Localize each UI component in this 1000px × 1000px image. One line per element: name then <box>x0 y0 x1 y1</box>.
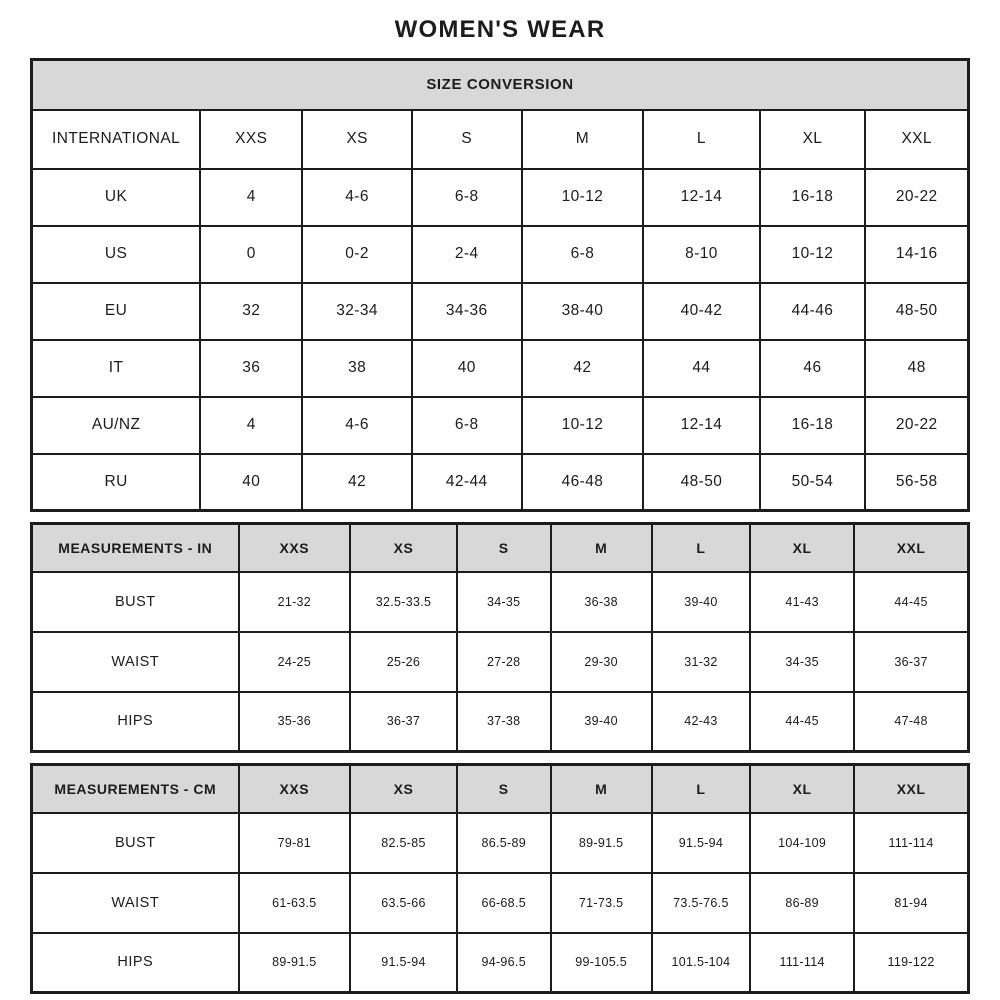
size-column-header: S <box>457 524 551 572</box>
size-value-cell: 8-10 <box>643 226 759 283</box>
page-title: WOMEN'S WEAR <box>394 16 606 43</box>
size-column-header: M <box>522 110 644 169</box>
size-value-cell: 44-45 <box>854 572 968 632</box>
table-row <box>32 340 969 397</box>
size-column-header: S <box>412 110 522 169</box>
size-column-header: L <box>652 765 750 813</box>
size-value-cell: 12-14 <box>643 397 759 454</box>
size-value-cell: 86-89 <box>750 873 854 933</box>
size-value-cell: 56-58 <box>865 454 968 511</box>
size-value-cell: 40-42 <box>643 283 759 340</box>
size-value-cell: 48-50 <box>865 283 968 340</box>
size-value-cell: 104-109 <box>750 813 854 873</box>
size-value-cell: 10-12 <box>522 169 644 226</box>
size-value-cell: 99-105.5 <box>551 933 652 993</box>
size-value-cell: 44-45 <box>750 692 854 752</box>
size-value-cell: 34-35 <box>750 632 854 692</box>
table-title-row <box>32 60 969 110</box>
size-value-cell: 21-32 <box>239 572 351 632</box>
header-label: INTERNATIONAL <box>32 110 201 169</box>
size-column-header: XS <box>350 524 457 572</box>
row-label: RU <box>32 454 201 511</box>
size-column-header: M <box>551 524 652 572</box>
size-value-cell: 31-32 <box>652 632 750 692</box>
size-value-cell: 40 <box>200 454 302 511</box>
size-value-cell: 34-35 <box>457 572 551 632</box>
size-value-cell: 42 <box>522 340 644 397</box>
size-value-cell: 61-63.5 <box>239 873 351 933</box>
size-value-cell: 10-12 <box>522 397 644 454</box>
size-column-header: M <box>551 765 652 813</box>
size-value-cell: 14-16 <box>865 226 968 283</box>
size-value-cell: 4-6 <box>302 169 412 226</box>
size-value-cell: 4 <box>200 397 302 454</box>
size-value-cell: 101.5-104 <box>652 933 750 993</box>
size-column-header: XXL <box>865 110 968 169</box>
row-label: WAIST <box>32 873 239 933</box>
size-value-cell: 0-2 <box>302 226 412 283</box>
size-value-cell: 94-96.5 <box>457 933 551 993</box>
size-value-cell: 91.5-94 <box>652 813 750 873</box>
size-value-cell: 111-114 <box>750 933 854 993</box>
size-value-cell: 46-48 <box>522 454 644 511</box>
size-value-cell: 4-6 <box>302 397 412 454</box>
size-column-header: S <box>457 765 551 813</box>
size-value-cell: 39-40 <box>652 572 750 632</box>
row-label: IT <box>32 340 201 397</box>
size-value-cell: 44-46 <box>760 283 866 340</box>
table-row <box>32 873 969 933</box>
size-value-cell: 32-34 <box>302 283 412 340</box>
size-value-cell: 91.5-94 <box>350 933 457 993</box>
table-row <box>32 632 969 692</box>
table-row <box>32 933 969 993</box>
row-label: HIPS <box>32 692 239 752</box>
size-value-cell: 4 <box>200 169 302 226</box>
size-value-cell: 42-43 <box>652 692 750 752</box>
size-value-cell: 29-30 <box>551 632 652 692</box>
row-label: US <box>32 226 201 283</box>
size-value-cell: 25-26 <box>350 632 457 692</box>
size-value-cell: 16-18 <box>760 397 866 454</box>
size-value-cell: 6-8 <box>412 169 522 226</box>
row-label: WAIST <box>32 632 239 692</box>
column-header-row <box>32 524 969 572</box>
size-value-cell: 6-8 <box>412 397 522 454</box>
row-label: BUST <box>32 572 239 632</box>
size-column-header: XXL <box>854 524 968 572</box>
size-value-cell: 86.5-89 <box>457 813 551 873</box>
size-value-cell: 2-4 <box>412 226 522 283</box>
size-value-cell: 47-48 <box>854 692 968 752</box>
size-column-header: XXS <box>239 524 351 572</box>
size-value-cell: 119-122 <box>854 933 968 993</box>
size-column-header: XL <box>750 765 854 813</box>
size-value-cell: 38 <box>302 340 412 397</box>
size-value-cell: 12-14 <box>643 169 759 226</box>
size-value-cell: 32 <box>200 283 302 340</box>
size-conversion-table <box>30 58 970 512</box>
size-value-cell: 20-22 <box>865 169 968 226</box>
size-value-cell: 42 <box>302 454 412 511</box>
size-value-cell: 39-40 <box>551 692 652 752</box>
table-row <box>32 813 969 873</box>
row-label: BUST <box>32 813 239 873</box>
size-value-cell: 82.5-85 <box>350 813 457 873</box>
size-value-cell: 37-38 <box>457 692 551 752</box>
row-label: EU <box>32 283 201 340</box>
header-label: MEASUREMENTS - CM <box>32 765 239 813</box>
size-value-cell: 63.5-66 <box>350 873 457 933</box>
size-column-header: XXS <box>200 110 302 169</box>
size-value-cell: 41-43 <box>750 572 854 632</box>
size-value-cell: 48 <box>865 340 968 397</box>
measurements-cm-table <box>30 763 970 994</box>
size-column-header: XXS <box>239 765 351 813</box>
size-value-cell: 73.5-76.5 <box>652 873 750 933</box>
size-value-cell: 38-40 <box>522 283 644 340</box>
table-row <box>32 454 969 511</box>
size-value-cell: 50-54 <box>760 454 866 511</box>
table-title: SIZE CONVERSION <box>32 60 969 110</box>
size-value-cell: 40 <box>412 340 522 397</box>
row-label: HIPS <box>32 933 239 993</box>
row-label: AU/NZ <box>32 397 201 454</box>
size-value-cell: 34-36 <box>412 283 522 340</box>
size-column-header: XXL <box>854 765 968 813</box>
size-value-cell: 20-22 <box>865 397 968 454</box>
size-value-cell: 24-25 <box>239 632 351 692</box>
size-value-cell: 35-36 <box>239 692 351 752</box>
size-column-header: XS <box>350 765 457 813</box>
measurements-in-table <box>30 522 970 753</box>
row-label: UK <box>32 169 201 226</box>
size-value-cell: 44 <box>643 340 759 397</box>
table-row <box>32 397 969 454</box>
size-column-header: L <box>652 524 750 572</box>
size-value-cell: 36 <box>200 340 302 397</box>
size-value-cell: 36-37 <box>350 692 457 752</box>
table-row <box>32 692 969 752</box>
size-value-cell: 89-91.5 <box>239 933 351 993</box>
header-label: MEASUREMENTS - IN <box>32 524 239 572</box>
table-row <box>32 283 969 340</box>
size-value-cell: 71-73.5 <box>551 873 652 933</box>
size-value-cell: 36-37 <box>854 632 968 692</box>
size-value-cell: 66-68.5 <box>457 873 551 933</box>
size-column-header: L <box>643 110 759 169</box>
size-value-cell: 81-94 <box>854 873 968 933</box>
column-header-row <box>32 765 969 813</box>
table-row <box>32 226 969 283</box>
size-value-cell: 32.5-33.5 <box>350 572 457 632</box>
table-row <box>32 169 969 226</box>
size-value-cell: 42-44 <box>412 454 522 511</box>
size-value-cell: 48-50 <box>643 454 759 511</box>
size-value-cell: 36-38 <box>551 572 652 632</box>
size-value-cell: 46 <box>760 340 866 397</box>
size-value-cell: 79-81 <box>239 813 351 873</box>
size-column-header: XL <box>750 524 854 572</box>
size-value-cell: 111-114 <box>854 813 968 873</box>
size-value-cell: 10-12 <box>760 226 866 283</box>
size-value-cell: 27-28 <box>457 632 551 692</box>
size-value-cell: 16-18 <box>760 169 866 226</box>
size-value-cell: 89-91.5 <box>551 813 652 873</box>
table-row <box>32 572 969 632</box>
size-value-cell: 6-8 <box>522 226 644 283</box>
column-header-row <box>32 110 969 169</box>
size-column-header: XL <box>760 110 866 169</box>
size-column-header: XS <box>302 110 412 169</box>
size-value-cell: 0 <box>200 226 302 283</box>
